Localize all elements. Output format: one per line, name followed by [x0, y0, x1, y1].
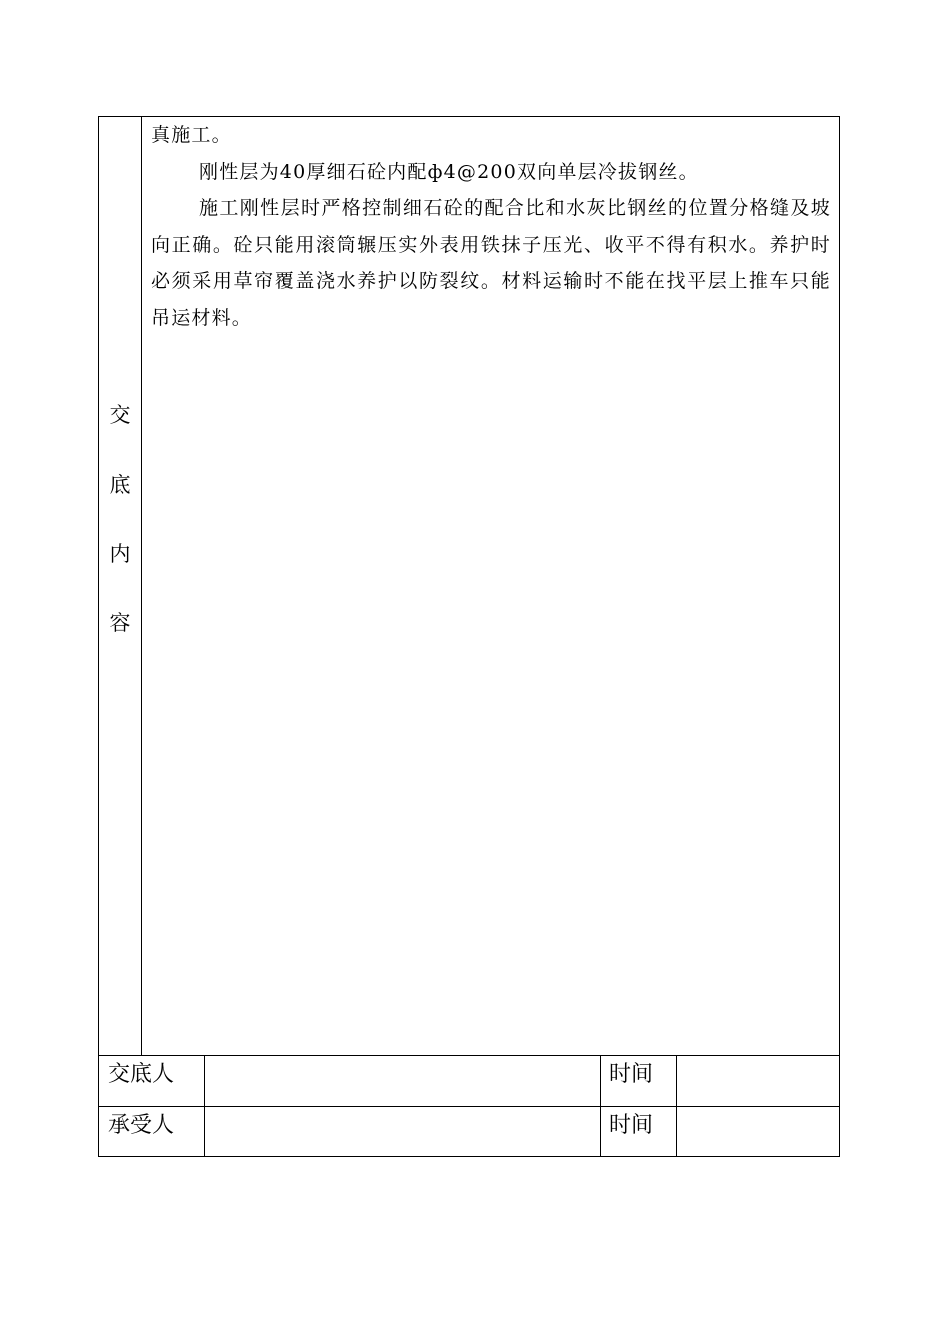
section-label-char-4: 容	[109, 611, 131, 635]
footer-top-border	[99, 1055, 839, 1056]
disclosure-table	[98, 116, 840, 1157]
recipient-label: 承受人	[108, 1113, 175, 1138]
content-paragraph-3: 施工刚性层时严格控制细石砼的配合比和水灰比钢丝的位置分格缝及坡向正确。砼只能用滚筒辗压实外表用铁抹子压光、收平不得有积水。养护时必须采用草帘覆盖浇水养护以防裂纹。材料运输时不能在找平层上推车只能吊运材料。	[151, 197, 831, 329]
content-paragraph-1: 真施工。	[151, 124, 232, 146]
discloser-time-label: 时间	[609, 1062, 654, 1087]
discloser-label: 交底人	[108, 1062, 175, 1087]
section-label-char-3: 内	[109, 542, 131, 566]
footer-divider-time-label	[600, 1055, 601, 1156]
footer-divider-time-value	[676, 1055, 677, 1156]
section-label-char-2: 底	[109, 473, 131, 497]
label-column-divider	[141, 117, 142, 1055]
section-label-char-1: 交	[109, 403, 131, 427]
recipient-time-label: 时间	[609, 1113, 654, 1138]
content-paragraph-2: 刚性层为40厚细石砼内配ф4@200双向单层冷拔钢丝。	[199, 160, 699, 183]
footer-row-divider	[99, 1106, 839, 1107]
footer-divider-label	[204, 1055, 205, 1156]
disclosure-content	[151, 117, 831, 336]
